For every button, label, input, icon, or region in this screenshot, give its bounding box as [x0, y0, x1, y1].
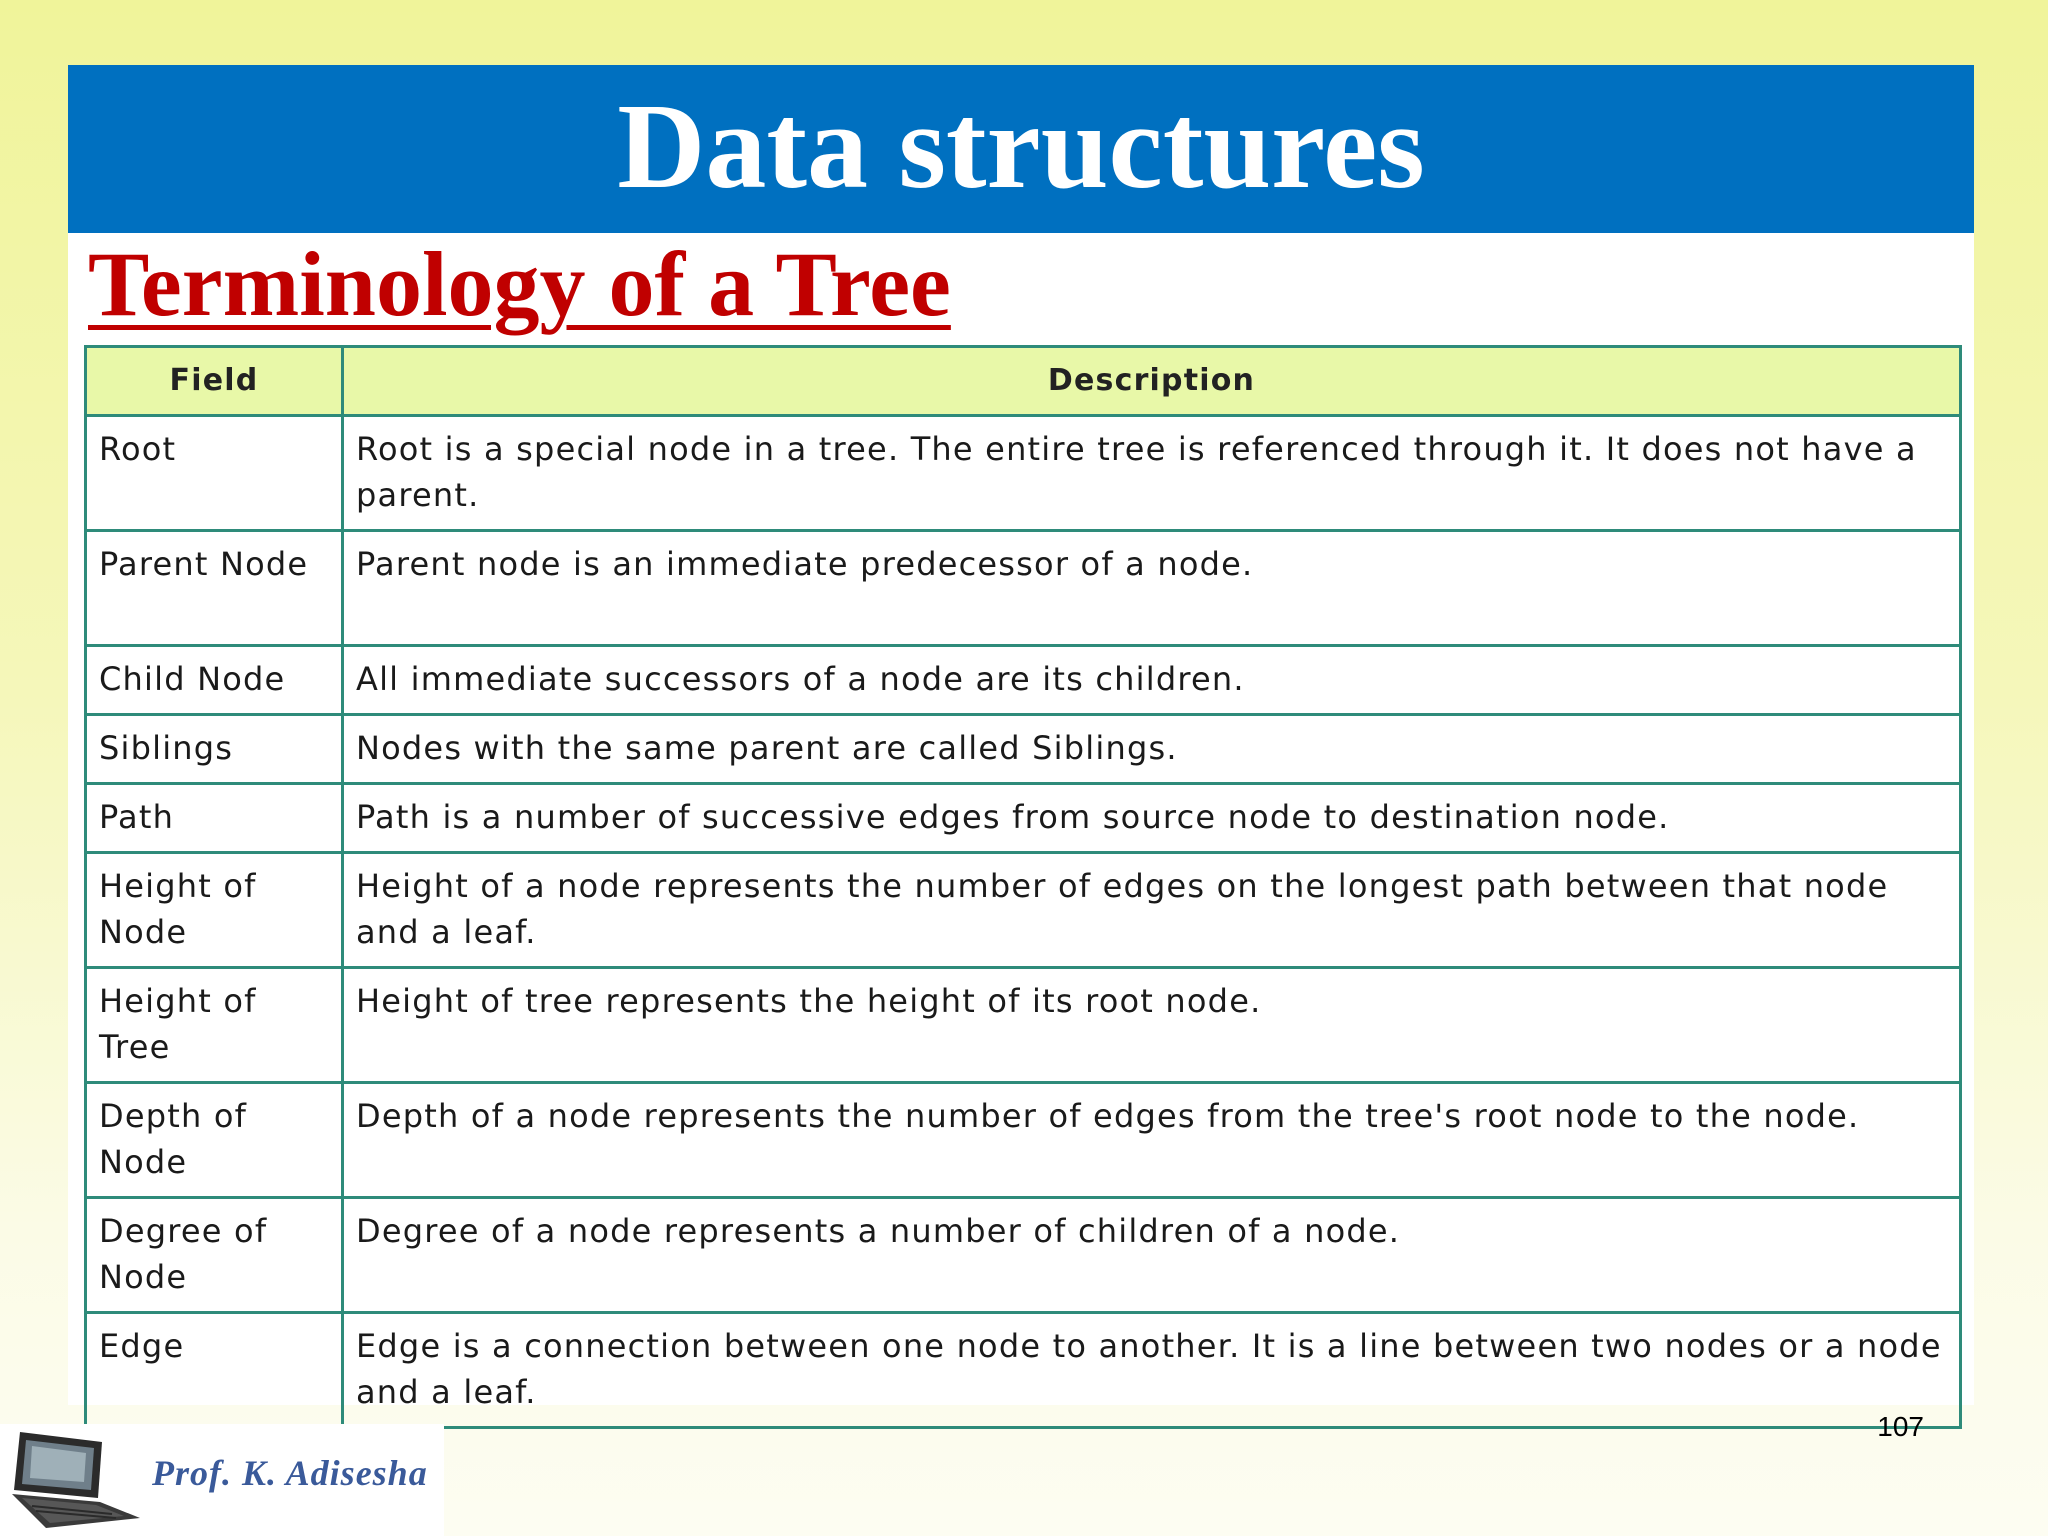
description-cell: Degree of a node represents a number of children of a node. — [343, 1198, 1961, 1313]
field-cell: Degree of Node — [86, 1198, 343, 1313]
field-cell: Height of Tree — [86, 968, 343, 1083]
table-row — [86, 1313, 1961, 1428]
table-row — [86, 416, 1961, 531]
slide-title: Data structures — [617, 79, 1425, 214]
field-cell: Root — [86, 416, 343, 531]
table-row — [86, 715, 1961, 784]
title-bar — [68, 65, 1974, 233]
table-row — [86, 1083, 1961, 1198]
slide-subtitle: Terminology of a Tree — [88, 233, 951, 335]
description-cell: Path is a number of successive edges from source node to destination node. — [343, 784, 1961, 853]
description-cell: Nodes with the same parent are called Siblings. — [343, 715, 1961, 784]
table-row — [86, 968, 1961, 1083]
field-cell: Siblings — [86, 715, 343, 784]
header-field: Field — [86, 347, 343, 416]
terminology-table — [84, 345, 1962, 1429]
description-cell: All immediate successors of a node are its children. — [343, 646, 1961, 715]
field-cell: Edge — [86, 1313, 343, 1428]
field-cell: Height of Node — [86, 853, 343, 968]
table-header-row — [86, 347, 1961, 416]
header-description: Description — [343, 347, 1961, 416]
table-row — [86, 853, 1961, 968]
description-cell: Parent node is an immediate predecessor of a node. — [343, 531, 1961, 646]
field-cell: Depth of Node — [86, 1083, 343, 1198]
field-cell: Parent Node — [86, 531, 343, 646]
description-cell: Edge is a connection between one node to another. It is a line between two nodes or a node and a leaf. — [343, 1313, 1961, 1428]
description-cell: Depth of a node represents the number of edges from the tree's root node to the node. — [343, 1083, 1961, 1198]
table-row — [86, 531, 1961, 646]
field-cell: Child Node — [86, 646, 343, 715]
table-row — [86, 1198, 1961, 1313]
description-cell: Root is a special node in a tree. The entire tree is referenced through it. It does not have a parent. — [343, 416, 1961, 531]
table-row — [86, 646, 1961, 715]
description-cell: Height of tree represents the height of its root node. — [343, 968, 1961, 1083]
table-row — [86, 784, 1961, 853]
description-cell: Height of a node represents the number of edges on the longest path between that node and a leaf. — [343, 853, 1961, 968]
author-name: Prof. K. Adisesha — [152, 1453, 428, 1493]
laptop-icon — [2, 1428, 142, 1532]
field-cell: Path — [86, 784, 343, 853]
footer-logo — [0, 1424, 444, 1536]
page-number: 107 — [1877, 1411, 1924, 1442]
